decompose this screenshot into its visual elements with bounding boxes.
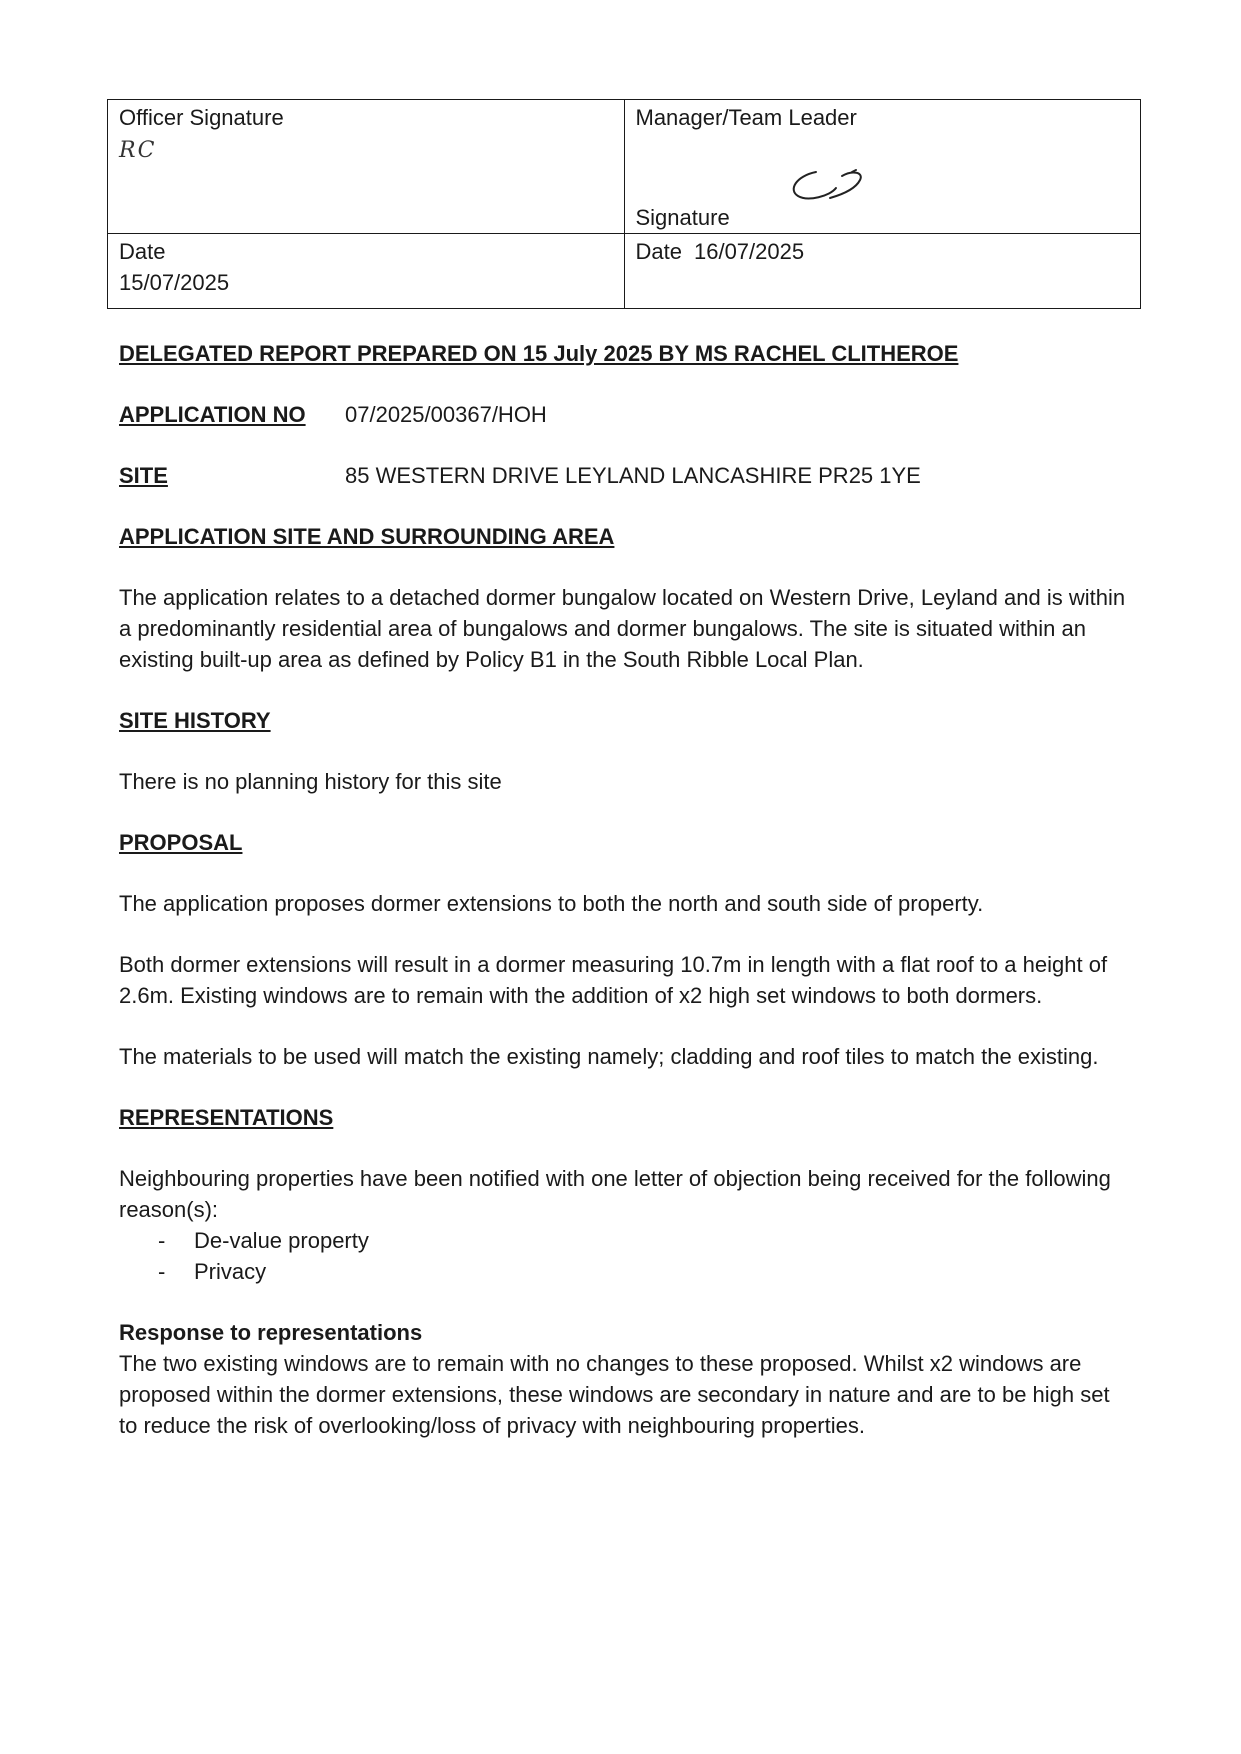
site-value: 85 WESTERN DRIVE LEYLAND LANCASHIRE PR25 1YE — [345, 463, 921, 488]
officer-date-label: Date — [119, 239, 166, 264]
list-item: - Privacy — [158, 1256, 1129, 1287]
representations-text: Neighbouring properties have been notified with one letter of objection being received for the following reason(s): — [119, 1166, 1111, 1222]
objection-reasons-list — [119, 1225, 1129, 1287]
site-history-text: There is no planning history for this site — [119, 769, 502, 794]
officer-initials: RC — [119, 138, 157, 163]
manager-signature-cell — [624, 100, 1141, 234]
proposal-paragraph-3: The materials to be used will match the existing namely; cladding and roof tiles to match the existing. — [119, 1044, 1099, 1069]
manager-date-value: 16/07/2025 — [693, 239, 805, 264]
site-row — [119, 460, 1129, 491]
application-no-label: APPLICATION NO — [119, 402, 306, 427]
officer-date-cell — [108, 234, 625, 309]
reason-text: De-value property — [194, 1228, 369, 1253]
manager-date-cell — [624, 234, 1141, 309]
site-label: SITE — [119, 463, 168, 488]
proposal-paragraph-1: The application proposes dormer extensions to both the north and south side of property. — [119, 891, 984, 916]
application-no-row — [119, 399, 1129, 430]
application-no-value: 07/2025/00367/HOH — [345, 402, 547, 427]
report-title: DELEGATED REPORT PREPARED ON 15 July 2025 BY MS RACHEL CLITHEROE — [119, 341, 959, 366]
response-text: The two existing windows are to remain with no changes to these proposed. Whilst x2 windows are proposed within the dormer extensions, these windows are secondary in nature and are to be high set to reduce the risk of overlooking/loss of privacy with neighbouring properties. — [119, 1351, 1110, 1438]
site-area-text: The application relates to a detached dormer bungalow located on Western Drive, Leyland and is within a predominantly residential area of bungalows and dormer bungalows. The site is situated within an existing built-up area as defined by Policy B1 in the South Ribble Local Plan. — [119, 585, 1126, 672]
officer-signature-label: Officer Signature — [119, 105, 284, 130]
proposal-heading: PROPOSAL — [119, 830, 243, 855]
manager-signature-scribble — [786, 162, 886, 212]
manager-signature-label: Signature — [635, 205, 730, 230]
manager-date-label: Date — [635, 239, 682, 264]
reason-text: Privacy — [194, 1259, 267, 1284]
officer-date-value: 15/07/2025 — [119, 270, 230, 295]
report-body — [119, 338, 1129, 1471]
representations-heading: REPRESENTATIONS — [119, 1105, 334, 1130]
response-heading: Response to representations — [119, 1320, 423, 1345]
officer-signature-cell — [108, 100, 625, 234]
signature-table — [107, 99, 1141, 309]
site-history-heading: SITE HISTORY — [119, 708, 271, 733]
list-item: - De-value property — [158, 1225, 1129, 1256]
site-area-heading: APPLICATION SITE AND SURROUNDING AREA — [119, 524, 615, 549]
proposal-paragraph-2: Both dormer extensions will result in a dormer measuring 10.7m in length with a flat roof to a height of 2.6m. Existing windows are to remain with the addition of x2 high set windows to both dormers. — [119, 952, 1108, 1008]
manager-label: Manager/Team Leader — [635, 105, 857, 130]
